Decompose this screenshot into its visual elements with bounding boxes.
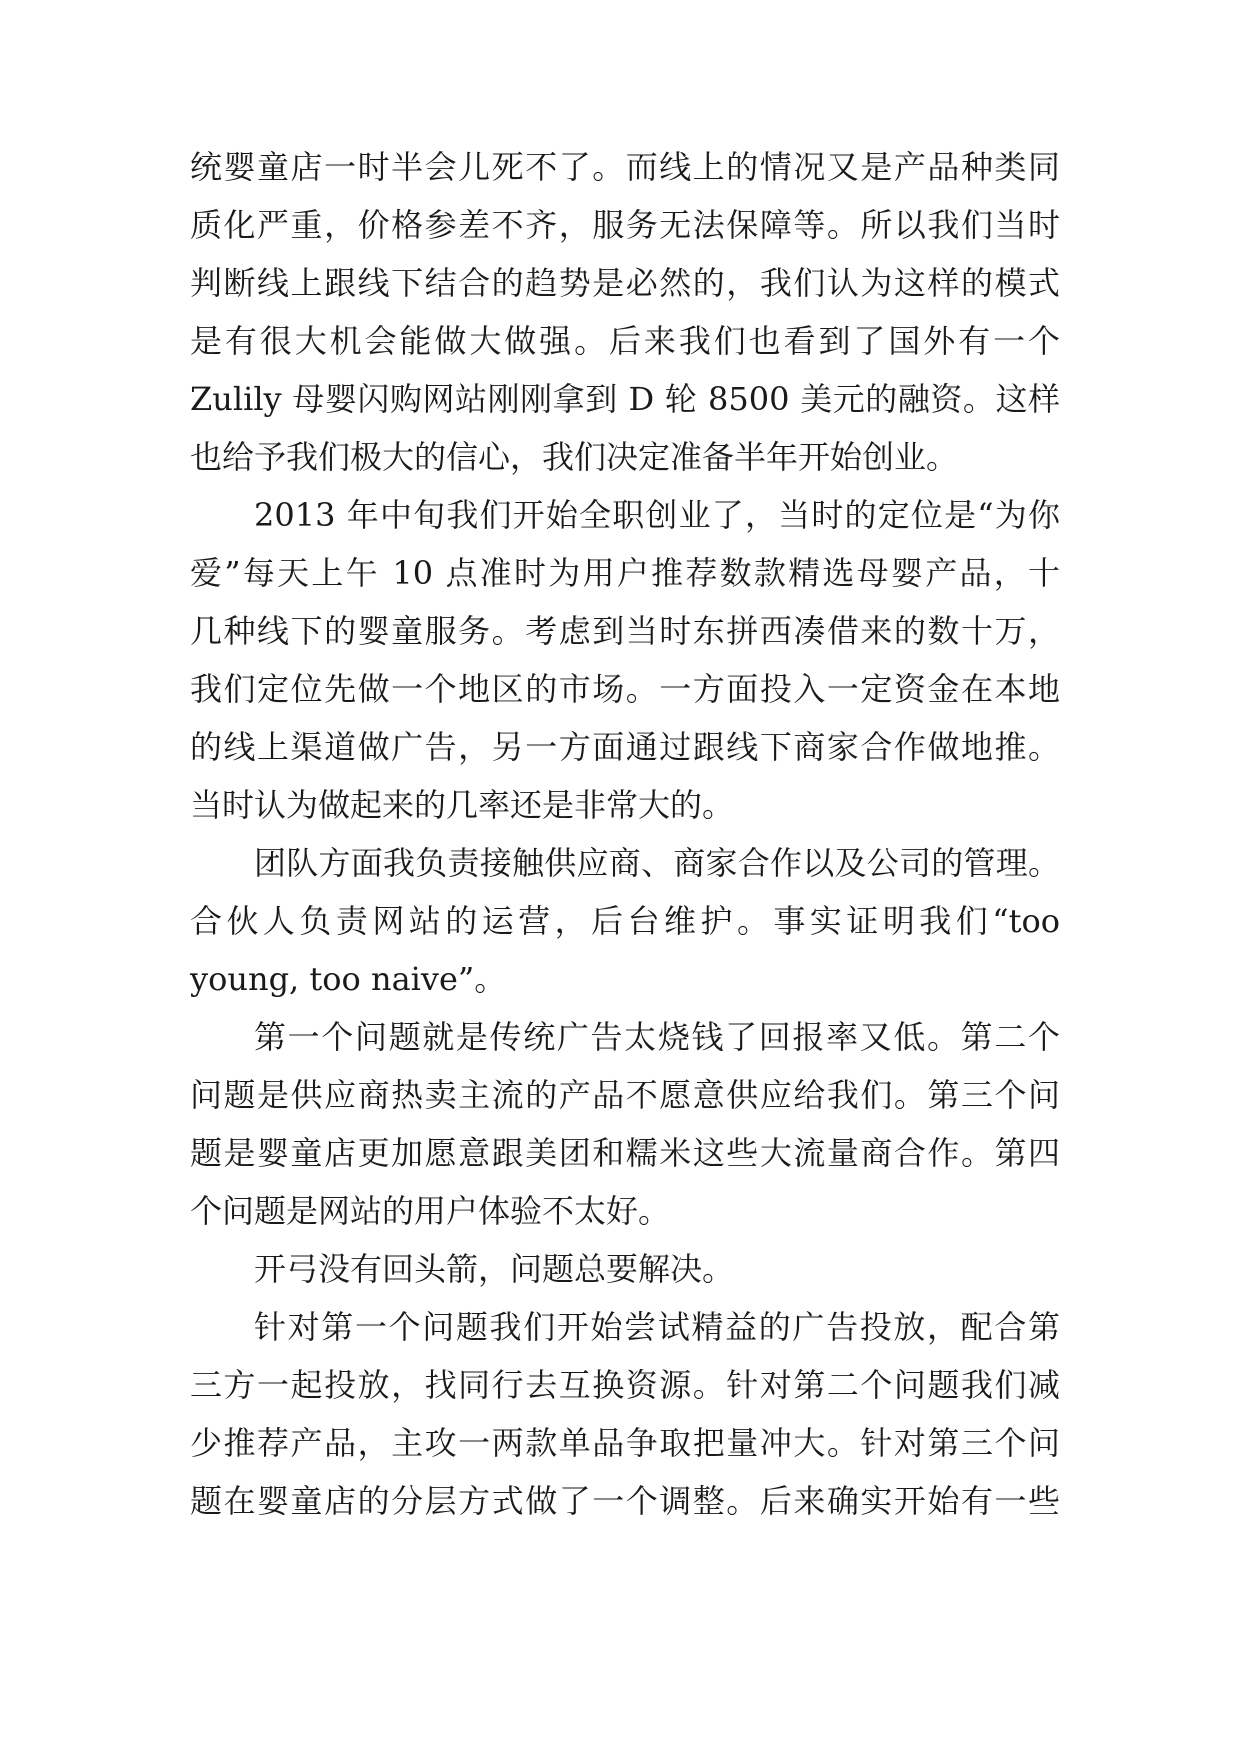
text-line: Zulily 母婴闪购网站刚刚拿到 D 轮 8500 美元的融资。这样 bbox=[190, 380, 1060, 418]
text-line: 几种线下的婴童服务。考虑到当时东拼西凑借来的数十万， bbox=[190, 612, 1060, 650]
text-line: 的线上渠道做广告，另一方面通过跟线下商家合作做地推。 bbox=[190, 728, 1060, 766]
text-line: 我们定位先做一个地区的市场。一方面投入一定资金在本地 bbox=[190, 670, 1060, 708]
paragraph-first-line: 针对第一个问题我们开始尝试精益的广告投放，配合第 bbox=[254, 1308, 1060, 1346]
paragraph-first-line: 2013 年中旬我们开始全职创业了，当时的定位是“为你 bbox=[254, 496, 1060, 534]
text-line: 质化严重，价格参差不齐，服务无法保障等。所以我们当时 bbox=[190, 206, 1060, 244]
text-line: 当时认为做起来的几率还是非常大的。 bbox=[190, 786, 735, 824]
text-line: young, too naive”。 bbox=[190, 960, 507, 998]
text-line: 判断线上跟线下结合的趋势是必然的，我们认为这样的模式 bbox=[190, 264, 1060, 302]
text-line: 三方一起投放，找同行去互换资源。针对第二个问题我们减 bbox=[190, 1366, 1060, 1404]
text-line: 题是婴童店更加愿意跟美团和糯米这些大流量商合作。第四 bbox=[190, 1134, 1060, 1172]
text-line: 少推荐产品，主攻一两款单品争取把量冲大。针对第三个问 bbox=[190, 1424, 1060, 1462]
text-line: 合伙人负责网站的运营，后台维护。事实证明我们“too bbox=[190, 902, 1060, 940]
text-line: 问题是供应商热卖主流的产品不愿意供应给我们。第三个问 bbox=[190, 1076, 1060, 1114]
paragraph-first-line: 开弓没有回头箭，问题总要解决。 bbox=[254, 1250, 735, 1288]
text-line: 也给予我们极大的信心，我们决定准备半年开始创业。 bbox=[190, 438, 959, 476]
paragraph-first-line: 团队方面我负责接触供应商、商家合作以及公司的管理。 bbox=[254, 844, 1060, 882]
text-line: 统婴童店一时半会儿死不了。而线上的情况又是产品种类同 bbox=[190, 148, 1060, 186]
text-line: 个问题是网站的用户体验不太好。 bbox=[190, 1192, 671, 1230]
text-line: 爱”每天上午 10 点准时为用户推荐数款精选母婴产品，十 bbox=[190, 554, 1060, 592]
text-line: 是有很大机会能做大做强。后来我们也看到了国外有一个 bbox=[190, 322, 1060, 360]
text-line: 题在婴童店的分层方式做了一个调整。后来确实开始有一些 bbox=[190, 1482, 1060, 1520]
paragraph-first-line: 第一个问题就是传统广告太烧钱了回报率又低。第二个 bbox=[254, 1018, 1060, 1056]
